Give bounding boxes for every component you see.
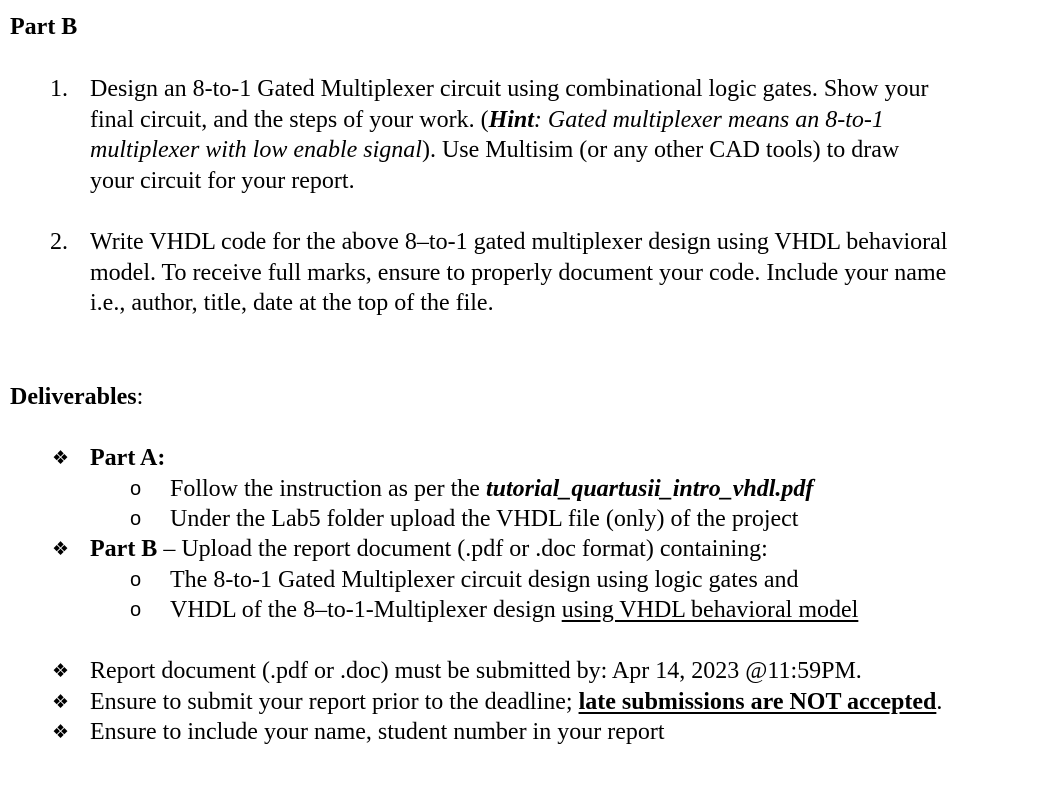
diamond-bullet-icon: ❖: [52, 538, 70, 560]
diamond-bullet-icon: ❖: [52, 447, 70, 469]
circle-bullet-icon: o: [130, 508, 142, 530]
circle-bullet-icon: o: [130, 569, 142, 591]
part-b-sub-item-1: The 8-to-1 Gated Multiplexer circuit design using logic gates and: [170, 567, 799, 593]
diamond-bullet-icon: ❖: [52, 660, 70, 682]
item-1-line-3: [90, 135, 929, 166]
hint-text-1: Gated multiplexer means an 8-to-1: [541, 106, 884, 133]
part-b-deliverable-text: – Upload the report document (.pdf or .doc format) containing:: [157, 536, 768, 562]
note-late-prefix: Ensure to submit your report prior to the deadline;: [90, 689, 579, 715]
deliverables-colon: :: [136, 384, 144, 410]
circle-bullet-icon: o: [130, 478, 142, 500]
tutorial-filename: tutorial_quartusii_intro_vhdl.pdf: [485, 476, 814, 502]
part-a-sub-item-1: [170, 474, 813, 505]
item-2-number: 2.: [50, 229, 68, 255]
late-submissions-warning: late submissions are NOT accepted: [578, 689, 937, 715]
part-b-heading: Part B: [10, 14, 78, 40]
diamond-bullet-icon: ❖: [52, 721, 70, 743]
after-hint-text: ). Use Multisim (or any other CAD tools) to draw: [421, 137, 900, 163]
item-1-line-4: your circuit for your report.: [90, 167, 355, 194]
item-1-line-2-text: final circuit, and the steps of your work. (: [90, 106, 489, 133]
part-b-sub-item-2-text: VHDL of the 8–to-1-Multiplexer design: [170, 597, 562, 623]
hint-label: Hint: [488, 106, 534, 133]
part-a-label: Part A:: [90, 445, 166, 471]
item-2-line-3: i.e., author, title, date at the top of the file.: [90, 290, 494, 316]
item-1-text: [90, 74, 929, 196]
item-2-text: [90, 227, 947, 319]
item-1-line-1: Design an 8-to-1 Gated Multiplexer circuit using combinational logic gates. Show your: [90, 76, 929, 102]
item-1-line-2: [90, 105, 929, 136]
part-b-sub-item-2: [170, 595, 858, 626]
hint-colon: :: [533, 106, 542, 133]
part-b-label: Part B: [90, 536, 158, 562]
circle-bullet-icon: o: [130, 599, 142, 621]
behavioral-model-underlined: using VHDL behavioral model: [561, 597, 859, 623]
note-late-submissions: [90, 687, 942, 718]
note-deadline: Report document (.pdf or .doc) must be submitted by: Apr 14, 2023 @11:59PM.: [90, 658, 862, 684]
part-a-sub-item-2: Under the Lab5 folder upload the VHDL file (only) of the project: [170, 506, 799, 532]
deliverables-heading: Deliverables: [10, 384, 137, 410]
note-late-suffix: .: [936, 689, 943, 715]
diamond-bullet-icon: ❖: [52, 691, 70, 713]
item-2-line-1: Write VHDL code for the above 8–to-1 gated multiplexer design using VHDL behavioral: [90, 229, 948, 255]
item-1-number: 1.: [50, 76, 68, 102]
note-include-name: Ensure to include your name, student number in your report: [90, 719, 665, 745]
part-a-sub-item-1-text: Follow the instruction as per the: [170, 476, 486, 502]
hint-text-2: multiplexer with low enable signal: [90, 137, 422, 163]
part-b-deliverable: [90, 534, 768, 565]
item-2-line-2: model. To receive full marks, ensure to properly document your code. Include your name: [90, 259, 947, 286]
deliverables-heading-row: [10, 382, 143, 413]
